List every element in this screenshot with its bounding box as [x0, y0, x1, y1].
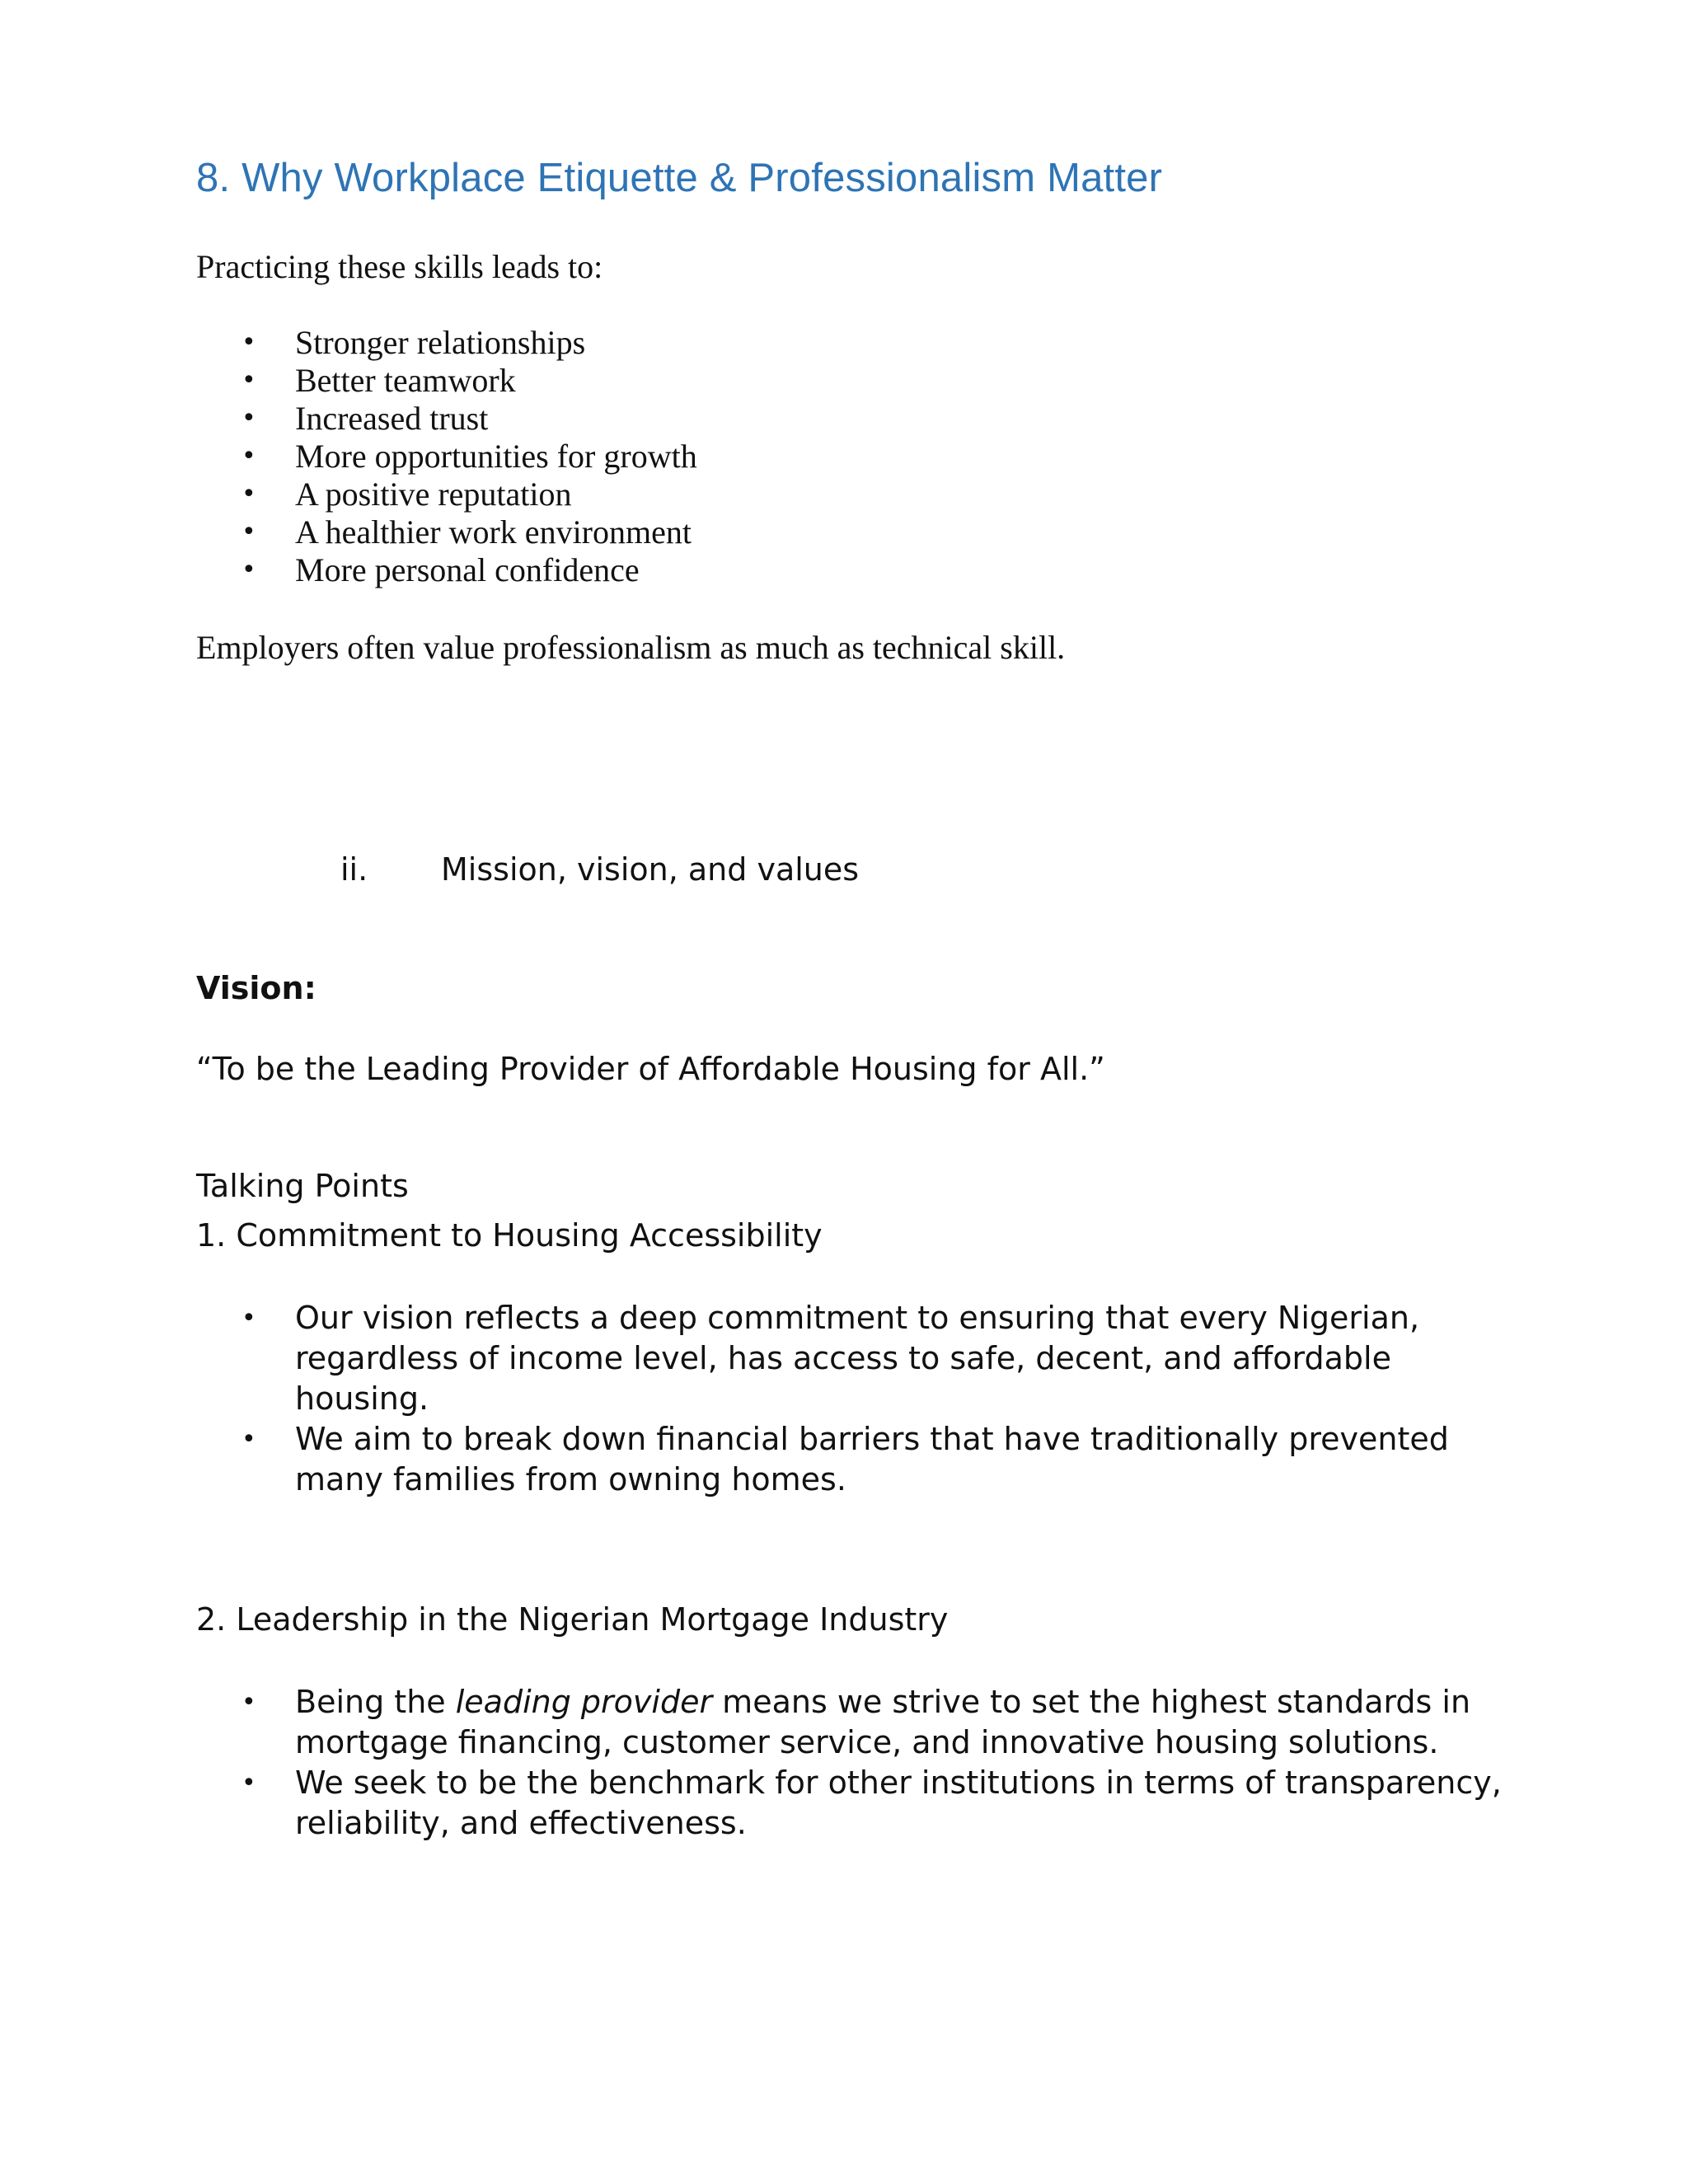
list-item: [196, 513, 697, 551]
subsection-title: Mission, vision, and values: [441, 851, 860, 888]
list-item-text: More opportunities for growth: [295, 438, 697, 475]
bullet-icon: •: [241, 480, 256, 509]
list-item: [196, 1763, 1507, 1844]
list-item: [196, 1682, 1507, 1763]
list-item-text: Stronger relationships: [295, 324, 586, 361]
list-item-text-pre: Being the: [295, 1684, 456, 1720]
bullet-icon: •: [241, 328, 256, 357]
list-item-text: Increased trust: [295, 400, 489, 437]
list-item: [196, 551, 697, 589]
list-item-text: More personal confidence: [295, 551, 640, 588]
point-title-accessibility: 1. Commitment to Housing Accessibility: [196, 1217, 823, 1254]
list-item: [196, 1298, 1507, 1419]
talking-points-label: Talking Points: [196, 1168, 409, 1204]
list-item-text-post: means we strive to set the highest standards in mortgage financing, customer service, and innovative housing solutions.: [295, 1684, 1471, 1760]
list-item-text: A positive reputation: [295, 476, 572, 513]
emphasis-text: leading provider: [455, 1684, 713, 1720]
bullet-icon: •: [241, 1425, 256, 1454]
bullet-icon: •: [241, 366, 256, 395]
bullet-icon: •: [241, 518, 256, 546]
benefits-list: [196, 324, 697, 589]
leadership-bullets: [196, 1682, 1507, 1844]
subsection-heading: [340, 851, 859, 888]
vision-label: Vision:: [196, 970, 316, 1006]
bullet-icon: •: [241, 404, 256, 433]
list-item-text: We aim to break down financial barriers that have traditionally prevented many families from owning homes.: [295, 1421, 1449, 1497]
closing-text: Employers often value professionalism as much as technical skill.: [196, 629, 1066, 666]
bullet-icon: •: [241, 555, 256, 584]
list-item: [196, 438, 697, 476]
accessibility-bullets: [196, 1298, 1507, 1500]
list-item-text: We seek to be the benchmark for other institutions in terms of transparency, reliability, and effectiveness.: [295, 1765, 1502, 1841]
intro-text: Practicing these skills leads to:: [196, 248, 603, 285]
list-item-text: Better teamwork: [295, 362, 516, 399]
list-item: [196, 476, 697, 513]
list-item-text: Our vision reflects a deep commitment to ensuring that every Nigerian, regardless of income level, has access to safe, decent, and affordable housing.: [295, 1300, 1420, 1417]
list-item: [196, 1419, 1507, 1500]
bullet-icon: •: [241, 1688, 256, 1717]
bullet-icon: •: [241, 1769, 256, 1797]
list-item: [196, 324, 697, 362]
vision-statement: “To be the Leading Provider of Affordable Housing for All.”: [196, 1051, 1105, 1087]
list-item-text: A healthier work environment: [295, 513, 692, 551]
list-item: [196, 400, 697, 438]
section-heading: 8. Why Workplace Etiquette & Professionalism Matter: [196, 156, 1163, 200]
bullet-icon: •: [241, 1304, 256, 1333]
point-title-leadership: 2. Leadership in the Nigerian Mortgage Industry: [196, 1601, 949, 1638]
bullet-icon: •: [241, 442, 256, 471]
subsection-number: ii.: [340, 851, 368, 888]
list-item: [196, 362, 697, 400]
